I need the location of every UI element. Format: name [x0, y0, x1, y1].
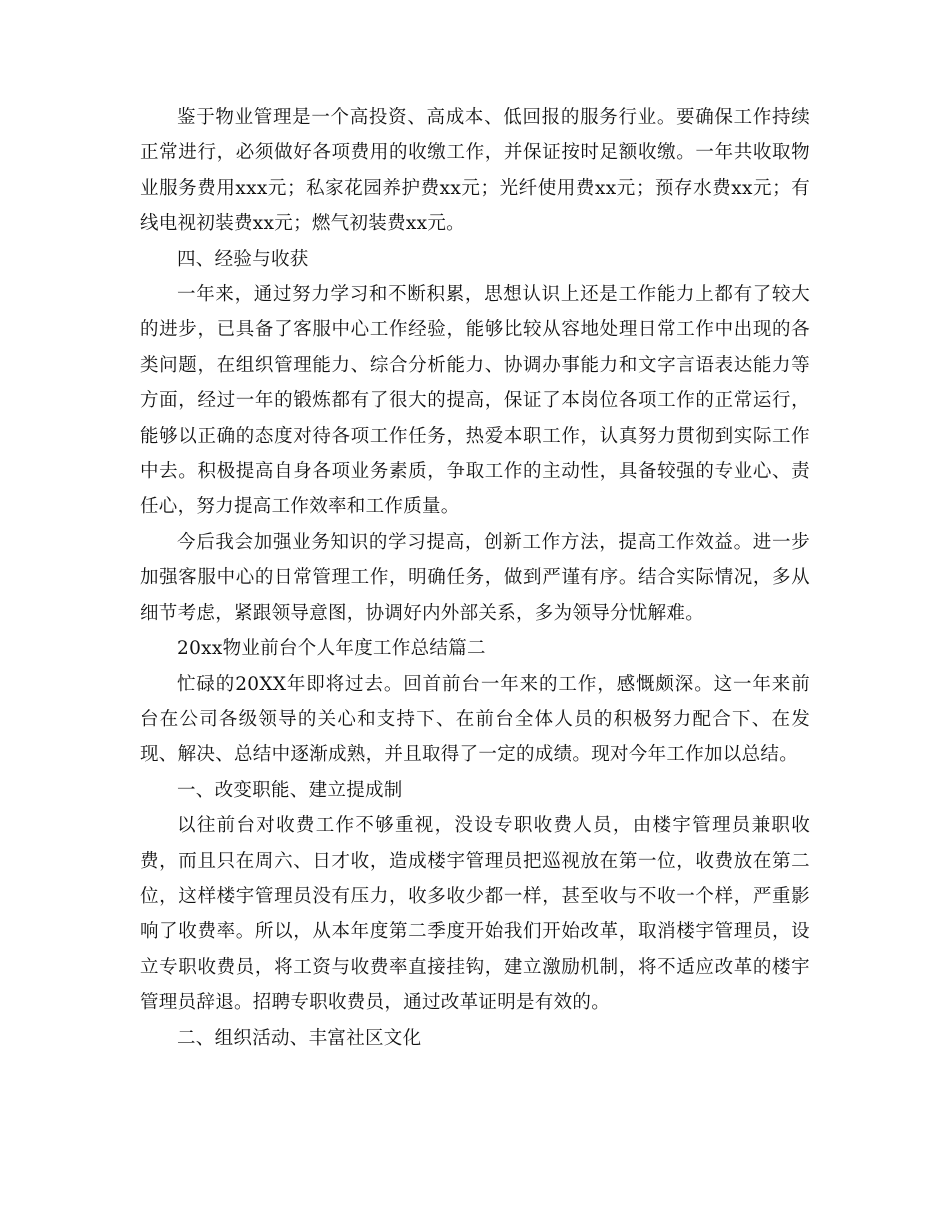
section-heading-reform: 一、改变职能、建立提成制 — [177, 779, 403, 801]
section-heading-activities: 二、组织活动、丰富社区文化 — [177, 1027, 422, 1049]
paragraph-intro: 忙碌的20XX年即将过去。回首前台一年来的工作，感慨颇深。这一年来前台在公司各级领导的关心和支持下、在前台全体人员的积极努力配合下、在发现、解决、总结中逐渐成熟，并且取得了一定的成绩。现对今年工作加以总结。 — [140, 673, 810, 766]
section-heading-experience: 四、经验与收获 — [177, 248, 309, 270]
document-body — [140, 100, 810, 1056]
article-title-part-two: 20xx物业前台个人年度工作总结篇二 — [177, 638, 486, 660]
paragraph-experience: 一年来，通过努力学习和不断积累，思想认识上还是工作能力上都有了较大的进步，已具备了客服中心工作经验，能够比较从容地处理日常工作中出现的各类问题，在组织管理能力、综合分析能力、协调办事能力和文字言语表达能力等方面，经过一年的锻炼都有了很大的提高，保证了本岗位各项工作的正常运行，能够以正确的态度对待各项工作任务，热爱本职工作，认真努力贯彻到实际工作中去。积极提高自身各项业务素质，争取工作的主动性，具备较强的专业心、责任心，努力提高工作效率和工作质量。 — [140, 284, 810, 518]
paragraph-fee-collection: 鉴于物业管理是一个高投资、高成本、低回报的服务行业。要确保工作持续正常进行，必须做好各项费用的收缴工作，并保证按时足额收缴。一年共收取物业服务费用xxx元；私家花园养护费xx元；光纤使用费xx元；预存水费xx元；有线电视初装费xx元；燃气初装费xx元。 — [140, 107, 810, 235]
paragraph-future-plan: 今后我会加强业务知识的学习提高，创新工作方法，提高工作效益。进一步加强客服中心的日常管理工作，明确任务，做到严谨有序。结合实际情况，多从细节考虑，紧跟领导意图，协调好内外部关系，多为领导分忧解难。 — [140, 531, 810, 624]
paragraph-reform: 以往前台对收费工作不够重视，没设专职收费人员，由楼宇管理员兼职收费，而且只在周六、日才收，造成楼宇管理员把巡视放在第一位，收费放在第二位，这样楼宇管理员没有压力，收多收少都一样，甚至收与不收一个样，严重影响了收费率。所以，从本年度第二季度开始我们开始改革，取消楼宇管理员，设立专职收费员，将工资与收费率直接挂钩，建立激励机制，将不适应改革的楼宇管理员辞退。招聘专职收费员，通过改革证明是有效的。 — [140, 815, 810, 1014]
